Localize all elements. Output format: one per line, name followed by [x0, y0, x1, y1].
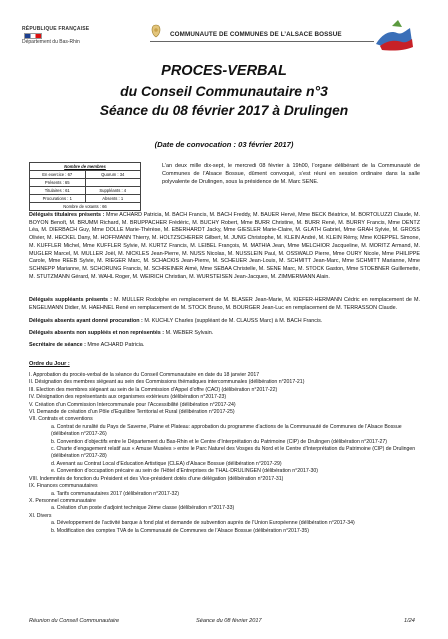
members-table-heading: Nombre de membres: [30, 163, 140, 171]
agenda-item: I. Approbation du procès-verbal de la séance du Conseil Communautaire en date du 18 janvier 2017: [29, 372, 260, 378]
members-table-cell: Titulaires : 61: [44, 188, 70, 193]
members-table-cell: Présents : 65: [44, 180, 70, 185]
agenda-item: b. Modification des comptes TVA de la Communauté de Communes de l’Alsace Bossue (délibération n°2017-35): [51, 527, 309, 534]
members-table-cell: Nombre de votants : 66: [63, 204, 107, 209]
members-table-row: [30, 187, 140, 195]
agenda-item: VIII. Indemnités de fonction du Président et des Vice-président dotés d’une délégation (délibération n°2017-31): [29, 475, 284, 482]
footer-page-number: 1/24: [404, 618, 415, 624]
agenda-item: IV. Désignation des représentants aux organismes extérieurs (délibération n°2017-23): [29, 394, 227, 401]
footer-session: Séance du 08 février 2017: [196, 618, 262, 624]
session-title: Séance du 08 février 2017 à Drulingen: [99, 103, 349, 118]
agenda-item: IX. Finances communautaires: [29, 483, 98, 490]
suppleants-text: M. MULLER Rodolphe en remplacement de M. BLASER Jean-Marie, M. KIEFER-HERMANN Cédric en remplacement de M. ENGELMANN Didier, M. HAEHNEL René en remplacement de M. STOCK Bruno, M. BOURGER Jean-Luc en remplacement de M. TERRASSON Claude.: [29, 297, 420, 311]
alsace-bossue-logo: [372, 18, 418, 54]
agenda-item: XI. Divers: [29, 512, 52, 519]
members-table-cell: Procurations : 1: [42, 196, 72, 201]
agenda-item: a. Création d’un poste d’adjoint technique 2ème classe (délibération n°2017-33): [51, 505, 235, 512]
absents-text: M. WEBER Sylvain.: [164, 330, 214, 336]
procuration-text: M. KUCHLY Charles (suppléant de M. CLAUSS Marc) à M. BACH Francis.: [142, 318, 323, 324]
agenda-list: [29, 372, 424, 535]
footer-meeting: Réunion du Conseil Communautaire: [29, 618, 120, 624]
convocation-date: (Date de convocation : 03 février 2017): [154, 140, 294, 149]
agenda-item: VI. Demande de création d’un Pôle d’Equilibre Territorial et Rural (délibération n°2017-25): [29, 409, 235, 416]
secretaire-paragraph: [29, 342, 420, 350]
pv-title: PROCES-VERBAL: [161, 63, 287, 79]
agenda-item: a. Développement de l’activité barque à fond plat et demande de subvention auprès de l’Union Européenne (délibération n°2017-34): [51, 520, 355, 527]
absents-paragraph: [29, 330, 420, 338]
agenda-item: d. Avenant au Contrat Local d’Education Artistique (CLEA) d’Alsace Bossue (délibération n°2017-29): [51, 460, 282, 467]
members-table-row: [30, 203, 140, 210]
procuration-paragraph: [29, 318, 420, 326]
titulaires-paragraph: [29, 212, 420, 281]
agenda-item: a. Contrat de ruralité du Pays de Saverne, Plaine et Plateau: approbation du programme d’actions de la Communauté de Communes de l’Alsace Bossue (délibération n°2017-26): [51, 423, 402, 438]
secretaire-text: Mme ACHARD Patricia.: [85, 342, 145, 348]
agenda-item: X. Personnel communautaire: [29, 497, 96, 504]
agenda-heading: Ordre du Jour :: [29, 361, 70, 367]
members-table-row: [30, 171, 140, 179]
titulaires-label: Délégués titulaires présents :: [29, 212, 105, 218]
agenda-item: e. Convention d’occupation précaire au sein de l’Hôtel d’Entreprises de THAL-DRULINGEN (délibération n°2017-30): [51, 468, 318, 475]
members-table-row: [30, 179, 140, 187]
absents-label: Délégués absents non suppléés et non représentés :: [29, 330, 165, 336]
members-table-cell: Suppléants : 4: [85, 187, 141, 194]
pv-subtitle: du Conseil Communautaire n°3: [120, 83, 328, 99]
agenda-item: III. Election des membres siégeant au sein de la Commission d’Appel d’offre (CAO) (délibération n°2017-22): [29, 386, 278, 393]
republic-header: [22, 26, 102, 46]
titulaires-text: Mme ACHARD Patricia, M. BACH Francis, M. BACH Freddy, M. BAUER Hervé, Mme BECK Béatrice, M. BORTOLUZZI Claude, M. BOYON Benoît, M. BRUMM Richard, M. BRUPPACHER Frédéric, M. BUCHY Robert, Mme BURR Christine, M. BURR René, M. BURRY Francis, Mme DENTZ Léa, M. DIERBACH Guy, Mme DOLLE Marie-Thérèse, M. EBERHARDT Jacky, Mme GIESLER Marie-Claire, M. GLATH Gabriel, Mme GRAH Sylvie, M. GROSS Olivier, M. HECKEL Dany, M. HOFFMANN Thierry, M. HOLTZSCHERER Gilbert, M. JUNG Christophe, M. KLEIN André, M. KLEIN Rémy, Mme KOEPPEL Simone, M. KUFFLER Michel, Mme KUFFLER Sylvie, M. KURTZ Francis, M. LEIBEL François, M. MATHIA Jean, Mme MELCHIOR Jacqueline, M. MORITZ Armand, M. MUGLER Marcel, M. MULLER Joël, M. NICKLES Jean-Pierre, M. NUSS Nicolas, M. NUSSLEIN Paul, M. OSSWALD Pierre, Mme OURY Nicole, Mme PHILIPPE Carole, Mme REEB Sylvie, M. RIEGER Marc, M. SCHACKIS Jean-Pierre, M. SCHEUER Jean-Louis, M. SCHMITT Jean-Marc, Mme SCHMITT Marianne, Mme SCHNEPP Marianne, M. SCHORUNG Francis, M. SCHREINER Aimé, Mme SEBAA Christelle, M. SENE Marc, M. STOCK Gaston, Mme STOEBNER Guillemette, M. STUTZMANN Gérard, M. WAHL Roger, M. WEIRICH Christian, M. WURSTEISEN Jean-Jacques, M. ZIMMERMANN Alain.: [29, 212, 420, 280]
secretaire-label: Secrétaire de séance :: [29, 342, 86, 348]
members-table-cell: Absents : 1: [85, 195, 141, 202]
members-table-cell: Quorum : 34: [85, 171, 141, 178]
members-table: [29, 162, 141, 211]
agenda-item: VII. Contrats et conventions: [29, 416, 93, 423]
agenda-item: V. Création d’un Commission Intercommunale pour l’Accessibilité (délibération n°2017-24): [29, 401, 236, 408]
department-label: Département du Bas-Rhin: [22, 39, 80, 46]
procuration-label: Délégués absents ayant donné procuration :: [29, 318, 143, 324]
header-divider: [150, 41, 374, 42]
intro-paragraph: L’an deux mille dix-sept, le mercredi 08 février à 19h00, l’organe délibérant de la Communauté de Communes de l’Alsace Bossue, dûment convoqué, s’est réuni en session ordinaire dans la salle polyvalente de Drulingen, sous la présidence de M. Marc SENE.: [162, 163, 420, 186]
community-title: COMMUNAUTE DE COMMUNES DE L’ALSACE BOSSUE: [170, 31, 342, 38]
members-table-cell: [85, 179, 141, 186]
agenda-item: b. Convention d’objectifs entre le Département du Bas-Rhin et le Centre d’Interprétation du Patrimoine (CIP) de Drulingen (délibération n°2017-27): [51, 438, 387, 445]
emblem-icon: [150, 24, 162, 38]
republic-label: RÉPUBLIQUE FRANÇAISE: [22, 26, 102, 39]
agenda-item: c. Charte d’engagement relatif aux « Amuse Musées » entre le Parc Naturel des Vosges du Nord et le Centre d’Interprétation du Patrimoine (CIP) de Drulingen (délibération n°2017-28): [51, 446, 416, 460]
members-table-cell: En exercice : 67: [42, 172, 73, 177]
french-flag-icon: [24, 33, 42, 39]
members-table-row: [30, 195, 140, 203]
suppleants-paragraph: [29, 297, 420, 312]
agenda-item: II. Désignation des membres siégeant au sein des Commissions thématiques intercommunales (délibération n°2017-21): [29, 379, 305, 386]
suppleants-label: Délégués suppléants présents :: [29, 297, 112, 303]
agenda-item: a. Tarifs communautaires 2017 (délibération n°2017-32): [51, 490, 179, 497]
